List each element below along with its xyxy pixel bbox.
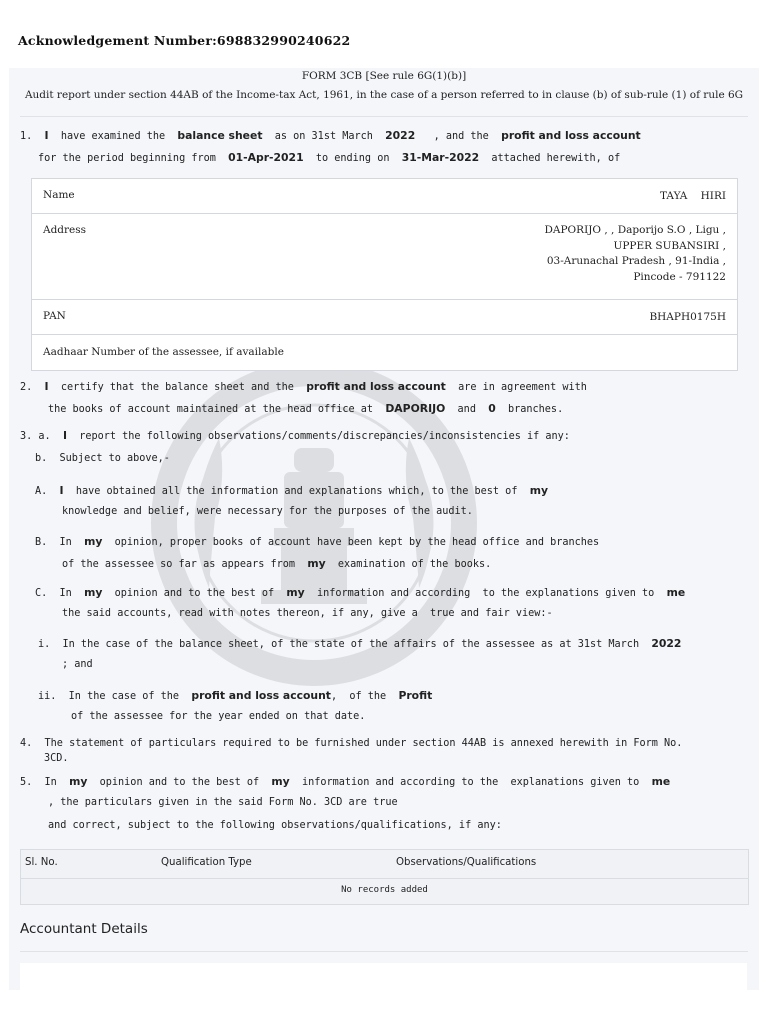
text-run: certify that the balance sheet and the <box>48 382 307 393</box>
emphasis-text: 0 <box>488 402 496 415</box>
para-2-line-2 <box>48 402 563 415</box>
emphasis-text: my <box>84 535 103 548</box>
address-label: Address <box>43 224 87 236</box>
para-i-line-2 <box>62 659 93 670</box>
para-ii-line-1 <box>38 689 432 702</box>
emphasis-text: profit and loss account <box>306 380 446 393</box>
text-run: 1. <box>20 131 45 142</box>
text-run: , the particulars given in the said Form No. 3CD are true <box>48 797 398 808</box>
assessee-name-row <box>32 179 737 214</box>
text-run: report the following observations/comments/discrepancies/inconsistencies if any: <box>66 431 570 442</box>
emphasis-text: my <box>84 586 103 599</box>
emphasis-text: my <box>286 586 305 599</box>
pan-value: BHAPH0175H <box>649 311 726 323</box>
emphasis-text: balance sheet <box>177 129 263 142</box>
divider <box>20 116 748 117</box>
emphasis-text: 31-Mar-2022 <box>401 151 480 164</box>
no-records-message: No records added <box>341 885 428 895</box>
text-run: , of the <box>330 691 399 702</box>
pan-label: PAN <box>43 310 66 322</box>
emphasis-text: my <box>69 775 88 788</box>
para-4-line-1 <box>20 738 682 749</box>
text-run: are in agreement with <box>445 382 587 393</box>
para-C-line-1 <box>35 586 685 599</box>
address-line: 03-Arunachal Pradesh , 91-India , <box>546 255 726 268</box>
emphasis-text: I <box>44 129 49 142</box>
text-run: information and according to the explanations given to <box>304 588 667 599</box>
para-5-line-3 <box>48 820 502 831</box>
address-line: UPPER SUBANSIRI , <box>613 239 726 252</box>
emphasis-text: 2022 <box>385 129 416 142</box>
text-run: have obtained all the information and explanations which, to the best of <box>63 486 530 497</box>
emphasis-text: profit and loss account <box>501 129 641 142</box>
text-run: 2. <box>20 382 45 393</box>
para-B-line-2 <box>62 557 491 570</box>
emphasis-text: my <box>529 484 549 497</box>
text-run: and <box>445 404 489 415</box>
assessee-address-row <box>32 214 737 300</box>
emphasis-text: profit and loss account <box>191 689 331 702</box>
text-run: i. In the case of the balance sheet, of the state of the affairs of the assessee as at 31st March <box>38 639 652 650</box>
text-run: branches. <box>495 404 564 415</box>
text-run: opinion and to the best of <box>102 588 287 599</box>
qualifications-table <box>20 849 749 905</box>
emphasis-text: 2022 <box>651 637 682 650</box>
text-run: attached herewith, of <box>479 153 621 164</box>
column-qualification-type: Qualification Type <box>161 857 252 868</box>
qualifications-table-header <box>21 850 748 879</box>
text-run: as on 31st March <box>262 131 386 142</box>
text-run: 4. The statement of particulars required to be furnished under section 44AB is annexed herewith in Form No. <box>20 738 683 749</box>
para-B-line-1 <box>35 535 599 548</box>
para-ii-line-2 <box>71 711 365 722</box>
para-1-line-1 <box>20 129 641 142</box>
text-run: A. <box>35 486 60 497</box>
text-run: have examined the <box>48 131 178 142</box>
address-line: DAPORIJO , , Daporijo S.O , Ligu , <box>544 224 726 236</box>
form-subtitle: Audit report under section 44AB of the Income-tax Act, 1961, in the case of a person referred to in clause (b) of sub-rule (1) of rule 6G <box>24 89 744 101</box>
emphasis-text: me <box>651 775 671 788</box>
address-value <box>544 223 726 286</box>
text-run: of the assessee for the year ended on that date. <box>71 711 366 722</box>
para-A-line-2 <box>62 506 473 517</box>
assessee-details-table <box>31 178 738 371</box>
text-run: B. In <box>35 537 85 548</box>
text-run: opinion and to the best of <box>87 777 272 788</box>
para-A-line-1 <box>35 484 548 497</box>
text-run: examination of the books. <box>325 559 492 570</box>
para-5-line-2 <box>48 797 398 808</box>
name-value: TAYA HIRI <box>660 190 726 202</box>
emphasis-text: I <box>62 429 67 442</box>
para-1-line-2 <box>38 151 620 164</box>
text-run: of the assessee so far as appears from <box>62 559 308 570</box>
para-i-line-1 <box>38 637 681 650</box>
text-run: to ending on <box>303 153 402 164</box>
para-3b <box>35 453 170 464</box>
emphasis-text: I <box>59 484 64 497</box>
emphasis-text: my <box>271 775 290 788</box>
assessee-aadhaar-row <box>32 335 737 370</box>
acknowledgement-number: Acknowledgement Number:698832990240622 <box>18 33 351 48</box>
form-title: FORM 3CB [See rule 6G(1)(b)] <box>301 70 467 82</box>
text-run: 3. a. <box>20 431 63 442</box>
emphasis-text: me <box>666 586 686 599</box>
emphasis-text: I <box>44 380 49 393</box>
column-observations: Observations/Qualifications <box>396 857 537 868</box>
emphasis-text: my <box>307 557 326 570</box>
divider <box>20 951 748 952</box>
text-run: 5. In <box>20 777 70 788</box>
text-run: knowledge and belief, were necessary for the purposes of the audit. <box>62 506 473 517</box>
para-C-line-2 <box>62 608 553 619</box>
accountant-details-heading: Accountant Details <box>20 921 148 937</box>
name-label: Name <box>43 189 75 201</box>
emphasis-text: 01-Apr-2021 <box>228 151 304 164</box>
para-5-line-1 <box>20 775 670 788</box>
address-line: Pincode - 791122 <box>633 271 726 284</box>
emphasis-text: DAPORIJO <box>385 402 446 415</box>
text-run: C. In <box>35 588 85 599</box>
text-run: ; and <box>62 659 93 670</box>
emphasis-text: Profit <box>398 689 433 702</box>
text-run: , and the <box>415 131 502 142</box>
text-run: the said accounts, read with notes thereon, if any, give a true and fair view:- <box>62 608 553 619</box>
text-run: and correct, subject to the following observations/qualifications, if any: <box>48 820 502 831</box>
text-run: 3CD. <box>44 753 69 764</box>
text-run: b. Subject to above,- <box>35 453 170 464</box>
text-run: information and according to the explanations given to <box>289 777 652 788</box>
text-run: ii. In the case of the <box>38 691 192 702</box>
text-run: the books of account maintained at the head office at <box>48 404 386 415</box>
para-2-line-1 <box>20 380 587 393</box>
assessee-pan-row <box>32 300 737 335</box>
para-4-line-2 <box>44 753 69 764</box>
text-run: for the period beginning from <box>38 153 229 164</box>
form-panel <box>9 68 759 990</box>
para-3a <box>20 429 570 442</box>
column-sl-no: Sl. No. <box>25 857 58 868</box>
accountant-details-card <box>20 963 747 990</box>
text-run: opinion, proper books of account have been kept by the head office and branches <box>102 537 600 548</box>
aadhaar-label: Aadhaar Number of the assessee, if available <box>43 346 284 358</box>
